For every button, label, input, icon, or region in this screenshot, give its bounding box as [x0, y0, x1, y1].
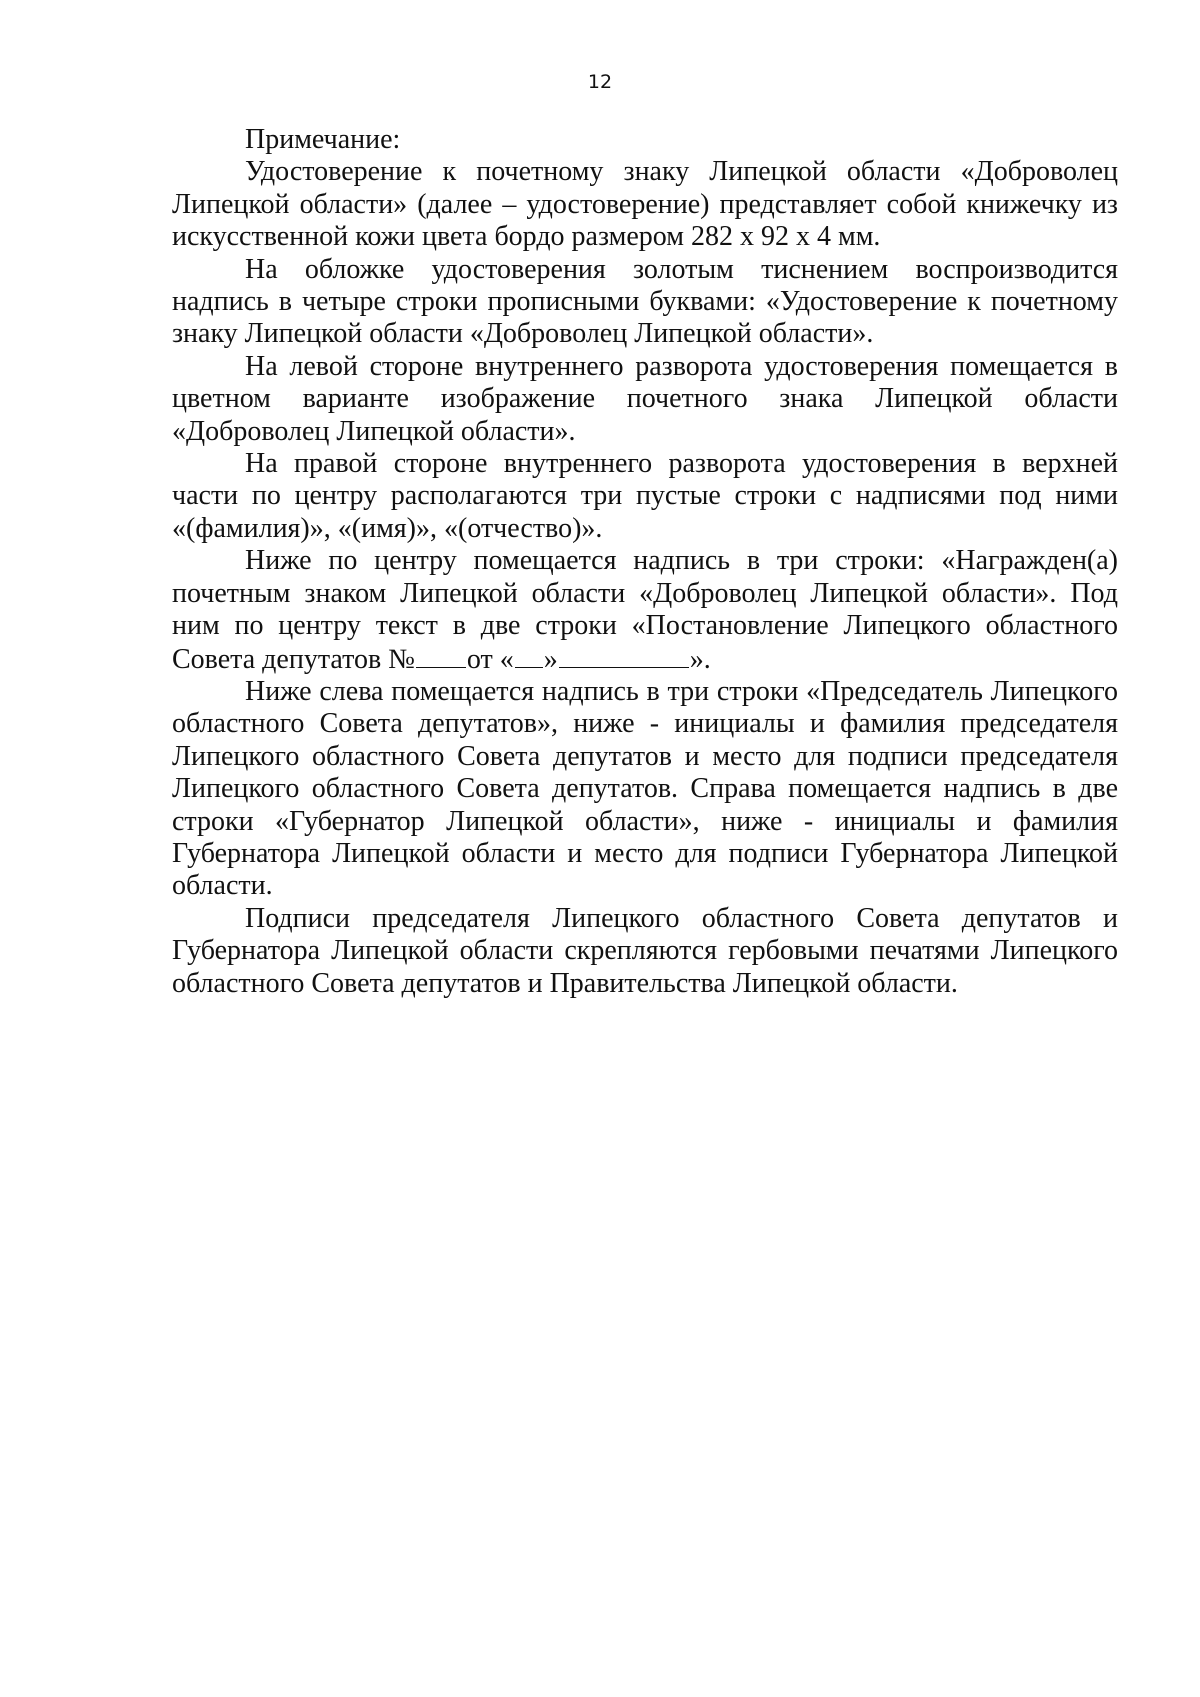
paragraph-left-side: На левой стороне внутреннего разворота удостоверения помещается в цветном варианте изображение почетного знака Липецкой области «Доброволец Липецкой области».	[172, 350, 1118, 447]
award-inscription-from: от «	[466, 643, 514, 675]
note-heading: Примечание:	[245, 124, 401, 155]
paragraph-award-inscription	[172, 545, 1118, 676]
decree-month-blank	[559, 643, 689, 668]
decree-day-blank	[515, 643, 543, 668]
decree-number-blank	[416, 643, 466, 668]
paragraph-certificate-description: Удостоверение к почетному знаку Липецкой области «Доброволец Липецкой области» (далее – удостоверение) представляет собой книжечку из искусственной кожи цвета бордо размером 282 х 92 х 4 мм.	[172, 156, 1118, 253]
document-body	[172, 124, 1118, 1000]
award-inscription-text: Ниже по центру помещается надпись в три строки: «Награжден(а) почетным знаком Липецкой области «Доброволец Липецкой области». Под ним по центру текст в две строки «Постановление Липецкого областного Совета депутатов №	[172, 545, 1118, 675]
paragraph-cover-inscription: На обложке удостоверения золотым тиснением воспроизводится надпись в четыре строки прописными буквами: «Удостоверение к почетному знаку Липецкой области «Доброволец Липецкой области».	[172, 253, 1118, 350]
award-inscription-end: ».	[689, 643, 711, 675]
paragraph-right-side: На правой стороне внутреннего разворота удостоверения в верхней части по центру располагаются три пустые строки с надписями под ними «(фамилия)», «(имя)», «(отчество)».	[172, 448, 1118, 544]
paragraph-signatures-layout: Ниже слева помещается надпись в три строки «Председатель Липецкого областного Совета депутатов», ниже - инициалы и фамилия председателя Липецкого областного Совета депутатов и место для подписи председателя Липецкого областного Совета депутатов. Справа помещается надпись в две строки «Губернатор Липецкой области», ниже - инициалы и фамилия Губернатора Липецкой области и место для подписи Губернатора Липецкой области.	[172, 675, 1118, 902]
award-inscription-quote: »	[543, 643, 558, 675]
paragraph-seals: Подписи председателя Липецкого областного Совета депутатов и Губернатора Липецкой области скрепляются гербовыми печатями Липецкого областного Совета депутатов и Правительства Липецкой области.	[172, 902, 1118, 999]
page-number: 12	[587, 71, 613, 93]
